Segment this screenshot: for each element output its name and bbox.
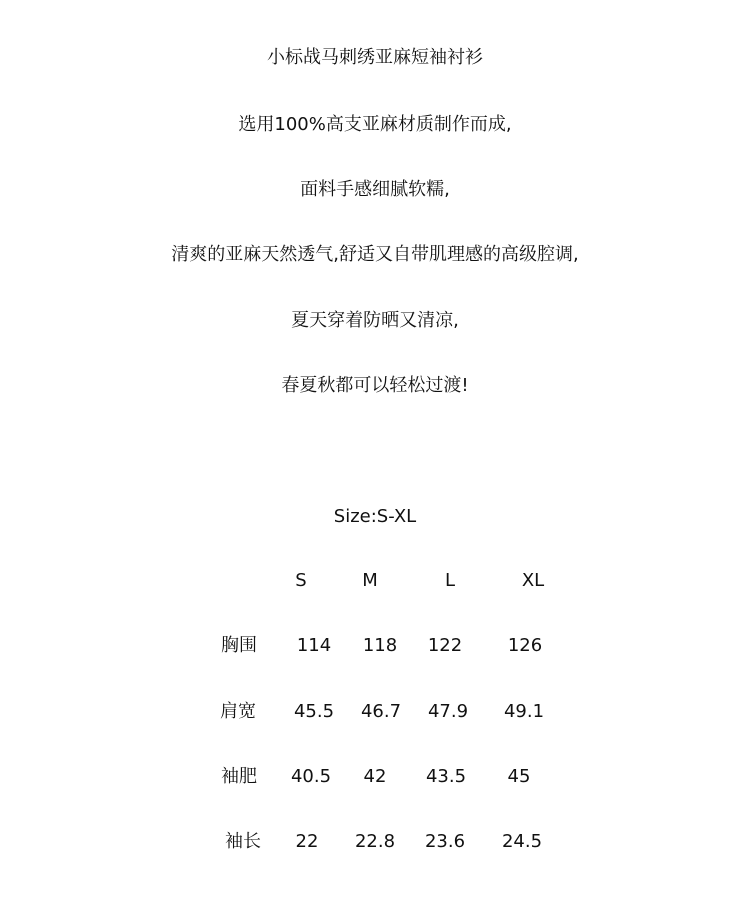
row-label-sleeve-length: 袖长 <box>225 831 261 852</box>
table-cell: 24.5 <box>501 831 543 852</box>
table-cell: 42 <box>363 766 387 787</box>
table-cell: 22 <box>295 831 319 852</box>
description-line-seasons: 春夏秋都可以轻松过渡! <box>281 375 469 396</box>
column-header-m: M <box>362 570 378 591</box>
table-cell: 126 <box>507 635 543 656</box>
table-cell: 43.5 <box>425 766 467 787</box>
table-cell: 22.8 <box>354 831 396 852</box>
product-title: 小标战马刺绣亚麻短袖衬衫 <box>267 47 483 68</box>
size-range-heading: Size:S-XL <box>333 506 417 527</box>
table-cell: 114 <box>296 635 332 656</box>
column-header-s: S <box>295 570 307 591</box>
row-label-shoulder: 肩宽 <box>220 701 256 722</box>
table-cell: 122 <box>427 635 463 656</box>
table-cell: 23.6 <box>424 831 466 852</box>
table-cell: 49.1 <box>503 701 545 722</box>
table-cell: 45.5 <box>293 701 335 722</box>
description-line-material: 选用100%高支亚麻材质制作而成, <box>238 114 512 135</box>
description-line-breathable: 清爽的亚麻天然透气,舒适又自带肌理感的高级腔调, <box>171 244 579 265</box>
table-cell: 45 <box>507 766 531 787</box>
column-header-l: L <box>444 570 456 591</box>
column-header-xl: XL <box>521 570 545 591</box>
row-label-sleeve-width: 袖肥 <box>221 766 257 787</box>
table-cell: 118 <box>362 635 398 656</box>
table-cell: 40.5 <box>290 766 332 787</box>
table-cell: 46.7 <box>360 701 402 722</box>
table-cell: 47.9 <box>427 701 469 722</box>
description-line-feel: 面料手感细腻软糯, <box>300 179 450 200</box>
description-line-summer: 夏天穿着防晒又清凉, <box>291 310 459 331</box>
row-label-chest: 胸围 <box>221 635 257 656</box>
